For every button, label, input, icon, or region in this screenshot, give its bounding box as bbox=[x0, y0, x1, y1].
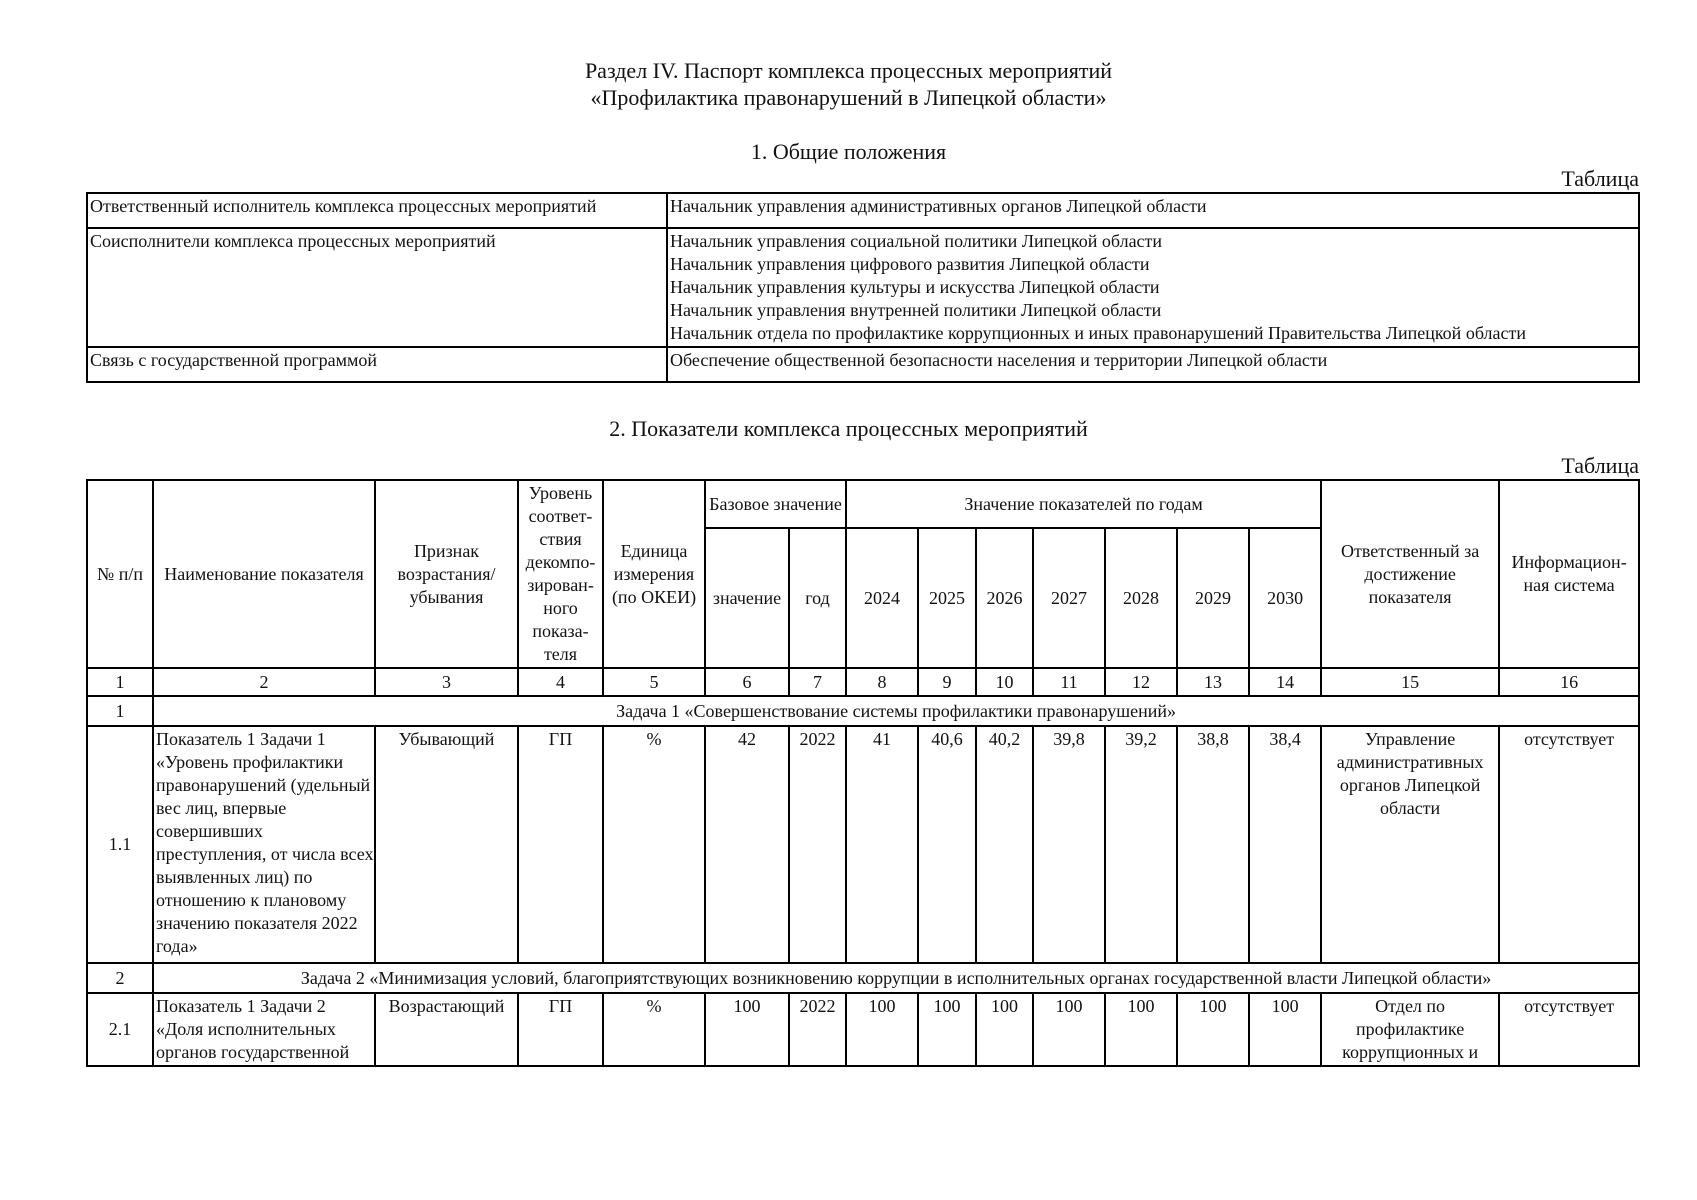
list-item: Начальник управления цифрового развития Липецкой области bbox=[670, 254, 1150, 274]
col-header-year: 2027 bbox=[1033, 528, 1105, 668]
indicator-year-value: 100 bbox=[918, 993, 976, 1066]
indicators-table bbox=[86, 479, 1640, 1067]
table1-caption: Таблица bbox=[1561, 166, 1639, 191]
list-item: Начальник управления социальной политики Липецкой области bbox=[670, 231, 1163, 251]
indicator-year-value: 100 bbox=[1177, 993, 1249, 1066]
column-number: 9 bbox=[918, 668, 976, 696]
column-number: 8 bbox=[846, 668, 918, 696]
row-value: Обеспечение общественной безопасности населения и территории Липецкой области bbox=[667, 347, 1639, 382]
column-number: 16 bbox=[1499, 668, 1639, 696]
col-header-name: Наименование показателя bbox=[153, 480, 375, 668]
col-header-level: Уровень соответ- ствия декомпо- зирован- ного показа- теля bbox=[518, 480, 603, 668]
indicator-unit: % bbox=[603, 993, 705, 1066]
document-title-line1: Раздел IV. Паспорт комплекса процессных мероприятий bbox=[584, 58, 1113, 83]
indicator-year-value: 40,6 bbox=[918, 726, 976, 963]
column-number: 13 bbox=[1177, 668, 1249, 696]
section1-heading: 1. Общие положения bbox=[750, 139, 947, 164]
indicator-level: ГП bbox=[518, 726, 603, 963]
indicator-row bbox=[87, 993, 1639, 1066]
task-row bbox=[87, 963, 1639, 993]
table-row bbox=[87, 228, 1639, 347]
indicator-year-value: 38,4 bbox=[1249, 726, 1321, 963]
row-label: Связь с государственной программой bbox=[87, 347, 667, 382]
column-number: 3 bbox=[375, 668, 518, 696]
col-header-base-year: год bbox=[789, 528, 846, 668]
header-row bbox=[87, 480, 1639, 528]
indicator-year-value: 100 bbox=[1249, 993, 1321, 1066]
column-number: 15 bbox=[1321, 668, 1499, 696]
col-header-num: № п/п bbox=[87, 480, 153, 668]
indicator-year-value: 40,2 bbox=[976, 726, 1033, 963]
indicator-year-value: 39,8 bbox=[1033, 726, 1105, 963]
list-item: Начальник управления внутренней политики Липецкой области bbox=[670, 300, 1162, 320]
indicator-year-value: 41 bbox=[846, 726, 918, 963]
list-item: Начальник управления культуры и искусства Липецкой области bbox=[670, 277, 1160, 297]
indicator-system: отсутствует bbox=[1499, 993, 1639, 1066]
indicator-base-year: 2022 bbox=[789, 726, 846, 963]
indicator-number: 2.1 bbox=[87, 993, 153, 1066]
section2-heading: 2. Показатели комплекса процессных мероприятий bbox=[609, 416, 1088, 441]
column-number: 2 bbox=[153, 668, 375, 696]
col-header-sign: Признак возрастания/ убывания bbox=[375, 480, 518, 668]
row-label: Соисполнители комплекса процессных мероприятий bbox=[87, 228, 667, 347]
document-title-line2: «Профилактика правонарушений в Липецкой области» bbox=[590, 85, 1107, 110]
indicator-name: Показатель 1 Задачи 2 «Доля исполнительных органов государственной bbox=[153, 993, 375, 1066]
task-number: 1 bbox=[87, 696, 153, 726]
task-row bbox=[87, 696, 1639, 726]
indicator-unit: % bbox=[603, 726, 705, 963]
indicator-responsible: Управление административных органов Липецкой области bbox=[1321, 726, 1499, 963]
task-title: Задача 1 «Совершенствование системы профилактики правонарушений» bbox=[153, 696, 1639, 726]
table-row bbox=[87, 347, 1639, 382]
indicator-sign: Возрастающий bbox=[375, 993, 518, 1066]
col-header-base-value: значение bbox=[705, 528, 789, 668]
column-number: 10 bbox=[976, 668, 1033, 696]
column-number: 1 bbox=[87, 668, 153, 696]
task-title: Задача 2 «Минимизация условий, благоприятствующих возникновению коррупции в исполнительных органах государственной власти Липецкой области» bbox=[153, 963, 1639, 993]
column-number-row bbox=[87, 668, 1639, 696]
task-number: 2 bbox=[87, 963, 153, 993]
general-provisions-table bbox=[86, 192, 1640, 383]
col-header-year: 2029 bbox=[1177, 528, 1249, 668]
table2-caption: Таблица bbox=[1561, 453, 1639, 478]
indicator-responsible: Отдел по профилактике коррупционных и bbox=[1321, 993, 1499, 1066]
column-number: 4 bbox=[518, 668, 603, 696]
column-number: 6 bbox=[705, 668, 789, 696]
column-number: 5 bbox=[603, 668, 705, 696]
indicator-system: отсутствует bbox=[1499, 726, 1639, 963]
col-header-system: Информацион- ная система bbox=[1499, 480, 1639, 668]
indicator-base-value: 42 bbox=[705, 726, 789, 963]
indicator-number: 1.1 bbox=[87, 726, 153, 963]
indicator-row bbox=[87, 726, 1639, 963]
col-header-year: 2026 bbox=[976, 528, 1033, 668]
indicator-base-value: 100 bbox=[705, 993, 789, 1066]
column-number: 7 bbox=[789, 668, 846, 696]
indicator-base-year: 2022 bbox=[789, 993, 846, 1066]
indicator-year-value: 100 bbox=[1033, 993, 1105, 1066]
column-number: 11 bbox=[1033, 668, 1105, 696]
indicator-year-value: 100 bbox=[1105, 993, 1177, 1066]
col-header-years-group: Значение показателей по годам bbox=[846, 480, 1321, 528]
indicator-level: ГП bbox=[518, 993, 603, 1066]
list-item: Начальник отдела по профилактике коррупционных и иных правонарушений Правительства Липецкой области bbox=[670, 323, 1526, 343]
col-header-year: 2025 bbox=[918, 528, 976, 668]
col-header-unit: Единица измерения (по ОКЕИ) bbox=[603, 480, 705, 668]
indicator-sign: Убывающий bbox=[375, 726, 518, 963]
row-label: Ответственный исполнитель комплекса процессных мероприятий bbox=[87, 193, 667, 228]
indicator-name: Показатель 1 Задачи 1 «Уровень профилактики правонарушений (удельный вес лиц, впервые совершивших преступления, от числа всех выявленных лиц) по отношению к плановому значению показателя 2022 года» bbox=[153, 726, 375, 963]
col-header-responsible: Ответственный за достижение показателя bbox=[1321, 480, 1499, 668]
column-number: 14 bbox=[1249, 668, 1321, 696]
table-row bbox=[87, 193, 1639, 228]
col-header-base: Базовое значение bbox=[705, 480, 846, 528]
indicator-year-value: 39,2 bbox=[1105, 726, 1177, 963]
col-header-year: 2030 bbox=[1249, 528, 1321, 668]
indicator-year-value: 38,8 bbox=[1177, 726, 1249, 963]
col-header-year: 2028 bbox=[1105, 528, 1177, 668]
indicator-year-value: 100 bbox=[846, 993, 918, 1066]
indicator-year-value: 100 bbox=[976, 993, 1033, 1066]
column-number: 12 bbox=[1105, 668, 1177, 696]
col-header-year: 2024 bbox=[846, 528, 918, 668]
row-value: Начальник управления административных органов Липецкой области bbox=[667, 193, 1639, 228]
row-value-list bbox=[667, 228, 1639, 347]
